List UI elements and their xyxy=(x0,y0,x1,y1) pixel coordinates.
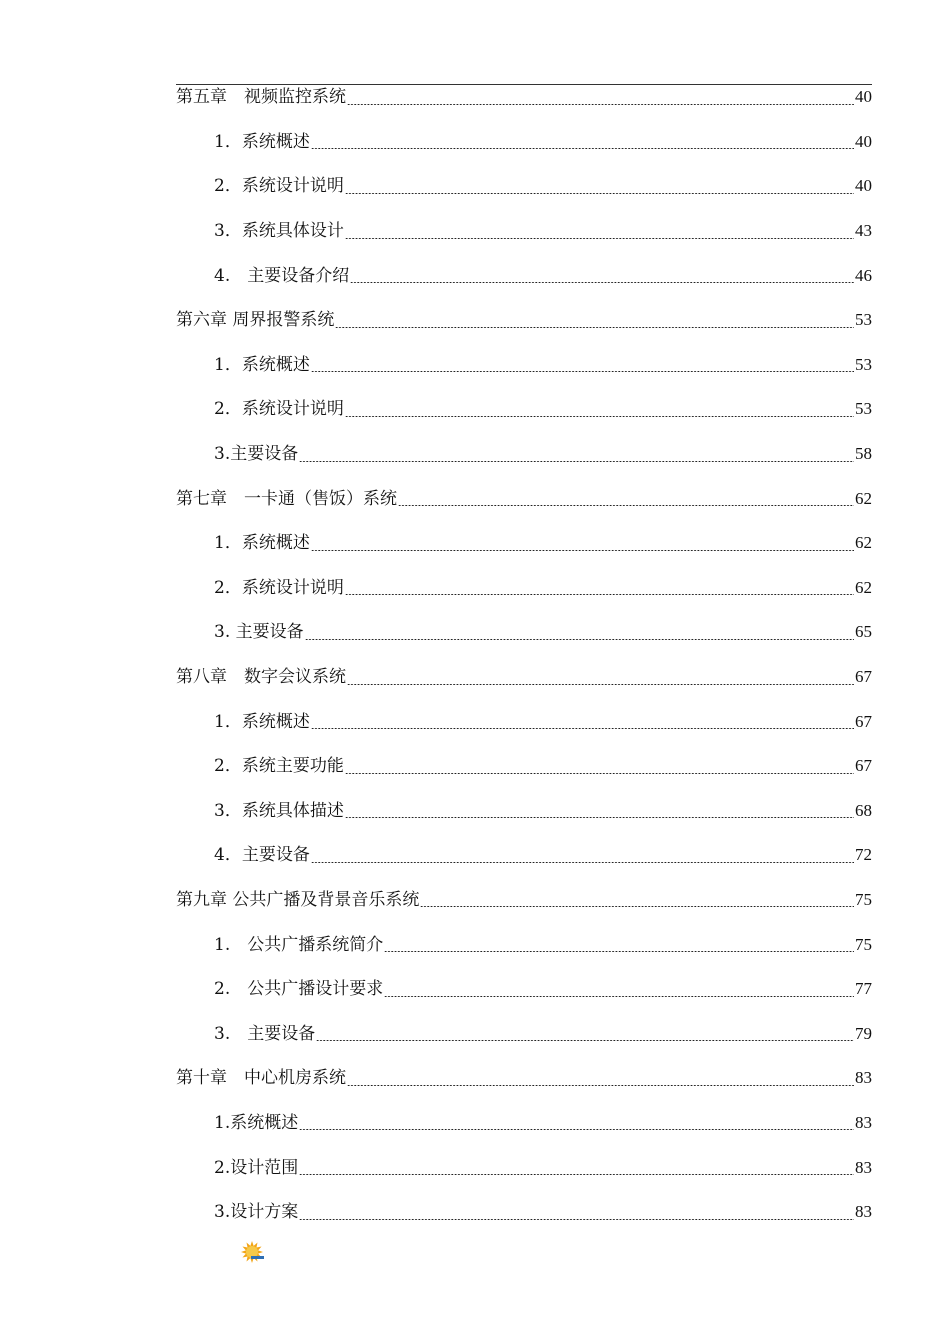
toc-dot-leader xyxy=(311,862,854,863)
toc-page-number: 67 xyxy=(855,756,872,776)
toc-entry-title: 1．系统概述 xyxy=(214,711,310,732)
toc-page-number: 83 xyxy=(855,1202,872,1222)
toc-dot-leader xyxy=(305,639,854,640)
toc-page-number: 75 xyxy=(855,889,872,909)
toc-section-entry[interactable] xyxy=(176,432,872,477)
toc-chapter-entry[interactable] xyxy=(176,878,872,923)
toc-dot-leader xyxy=(299,1174,854,1175)
toc-section-entry[interactable] xyxy=(176,120,872,165)
toc-section-entry[interactable] xyxy=(176,922,872,967)
toc-entry-title: 第十章 中心机房系统 xyxy=(176,1068,346,1089)
toc-dot-leader xyxy=(299,1129,854,1130)
toc-chapter-entry[interactable] xyxy=(176,298,872,343)
toc-section-entry[interactable] xyxy=(176,610,872,655)
toc-section-entry[interactable] xyxy=(176,164,872,209)
toc-entry-title: 2．系统主要功能 xyxy=(214,756,344,777)
toc-entry-title: 2．系统设计说明 xyxy=(214,399,344,420)
toc-entry-title: 第六章 周界报警系统 xyxy=(176,310,335,331)
toc-dot-leader xyxy=(316,1040,854,1041)
toc-entry-title: 第七章 一卡通（售饭）系统 xyxy=(176,488,397,509)
toc-page-number: 68 xyxy=(855,800,872,820)
toc-entry-title: 4. 主要设备介绍 xyxy=(214,265,350,286)
toc-dot-leader xyxy=(347,104,854,105)
toc-page-number: 62 xyxy=(855,533,872,553)
toc-dot-leader xyxy=(384,951,854,952)
toc-section-entry[interactable] xyxy=(176,699,872,744)
toc-dot-leader xyxy=(398,505,854,506)
toc-entry-title: 2．系统设计说明 xyxy=(214,577,344,598)
toc-page-number: 58 xyxy=(855,444,872,464)
toc-page-number: 40 xyxy=(855,87,872,107)
toc-dot-leader xyxy=(311,728,854,729)
toc-dot-leader xyxy=(311,371,854,372)
toc-page-number: 53 xyxy=(855,310,872,330)
toc-section-entry[interactable] xyxy=(176,789,872,834)
toc-section-entry[interactable] xyxy=(176,343,872,388)
toc-entry-title: 1.系统概述 xyxy=(214,1112,299,1133)
toc-section-entry[interactable] xyxy=(176,833,872,878)
toc-page-number: 46 xyxy=(855,265,872,285)
toc-section-entry[interactable] xyxy=(176,209,872,254)
toc-entry-title: 3.主要设备 xyxy=(214,444,299,465)
toc-dot-leader xyxy=(345,416,854,417)
toc-page-number: 83 xyxy=(855,1157,872,1177)
toc-section-entry[interactable] xyxy=(176,253,872,298)
toc-entry-title: 2.设计范围 xyxy=(214,1157,299,1178)
toc-dot-leader xyxy=(384,996,854,997)
toc-page-number: 75 xyxy=(855,934,872,954)
toc-page-number: 67 xyxy=(855,711,872,731)
toc-entry-title: 2. 公共广播设计要求 xyxy=(214,979,384,1000)
toc-page-number: 40 xyxy=(855,176,872,196)
toc-entry-title: 3．系统具体设计 xyxy=(214,221,344,242)
toc-dot-leader xyxy=(311,148,854,149)
toc-entry-title: 第五章 视频监控系统 xyxy=(176,87,346,108)
toc-page-number: 79 xyxy=(855,1023,872,1043)
toc-dot-leader xyxy=(345,817,854,818)
toc-chapter-entry[interactable] xyxy=(176,655,872,700)
toc-page-number: 53 xyxy=(855,354,872,374)
toc-section-entry[interactable] xyxy=(176,1145,872,1190)
toc-section-entry[interactable] xyxy=(176,387,872,432)
toc-page-number: 62 xyxy=(855,488,872,508)
toc-page-number: 62 xyxy=(855,577,872,597)
toc-dot-leader xyxy=(350,282,854,283)
toc-dot-leader xyxy=(347,684,854,685)
toc-dot-leader xyxy=(347,1085,854,1086)
toc-entry-title: 第九章 公共广播及背景音乐系统 xyxy=(176,889,420,910)
toc-section-entry[interactable] xyxy=(176,566,872,611)
toc-section-entry[interactable] xyxy=(176,521,872,566)
toc-entry-title: 2．系统设计说明 xyxy=(214,176,344,197)
toc-dot-leader xyxy=(345,193,854,194)
toc-page-number: 40 xyxy=(855,131,872,151)
toc-page-number: 65 xyxy=(855,622,872,642)
toc-section-entry[interactable] xyxy=(176,1101,872,1146)
toc-dot-leader xyxy=(311,550,854,551)
toc-entry-title: 第八章 数字会议系统 xyxy=(176,667,346,688)
toc-section-entry[interactable] xyxy=(176,1011,872,1056)
toc-section-entry[interactable] xyxy=(176,967,872,1012)
toc-dot-leader xyxy=(335,327,854,328)
toc-entry-title: 3. 主要设备 xyxy=(214,1023,316,1044)
toc-dot-leader xyxy=(345,773,854,774)
toc-entry-title: 1．系统概述 xyxy=(214,131,310,152)
toc-dot-leader xyxy=(345,238,854,239)
toc-page-number: 77 xyxy=(855,979,872,999)
sun-logo-icon xyxy=(240,1240,266,1266)
toc-chapter-entry[interactable] xyxy=(176,75,872,120)
toc-page-number: 43 xyxy=(855,221,872,241)
toc-section-entry[interactable] xyxy=(176,744,872,789)
toc-dot-leader xyxy=(299,1219,854,1220)
toc-entry-title: 3．系统具体描述 xyxy=(214,800,344,821)
toc-dot-leader xyxy=(345,594,854,595)
toc-entry-title: 3.设计方案 xyxy=(214,1202,299,1223)
toc-chapter-entry[interactable] xyxy=(176,476,872,521)
toc-chapter-entry[interactable] xyxy=(176,1056,872,1101)
toc-entry-title: 1．系统概述 xyxy=(214,533,310,554)
toc-page-number: 53 xyxy=(855,399,872,419)
toc-entry-title: 1. 公共广播系统简介 xyxy=(214,934,384,955)
toc-page-number: 83 xyxy=(855,1112,872,1132)
toc-page-number: 83 xyxy=(855,1068,872,1088)
toc-entry-title: 3. 主要设备 xyxy=(214,622,304,643)
toc-entry-title: 1．系统概述 xyxy=(214,354,310,375)
toc-page-number: 67 xyxy=(855,667,872,687)
toc-entry-title: 4．主要设备 xyxy=(214,845,310,866)
toc-page-number: 72 xyxy=(855,845,872,865)
table-of-contents xyxy=(176,75,872,1234)
toc-dot-leader xyxy=(299,461,854,462)
toc-section-entry[interactable] xyxy=(176,1190,872,1235)
toc-dot-leader xyxy=(420,906,854,907)
